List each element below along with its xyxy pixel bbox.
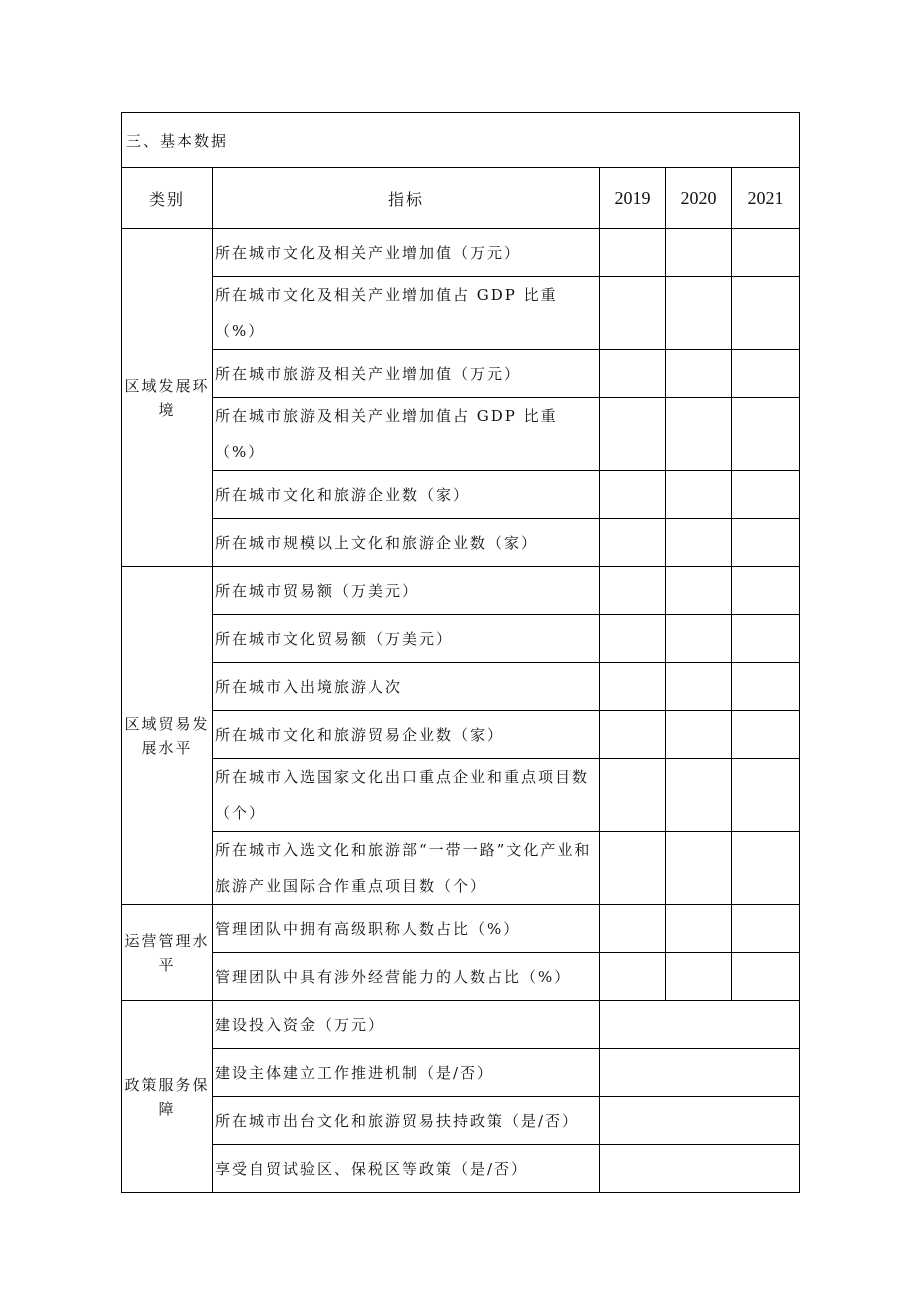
indicator-cell: 管理团队中具有涉外经营能力的人数占比（%） bbox=[213, 953, 600, 1001]
indicator-cell: 所在城市旅游及相关产业增加值（万元） bbox=[213, 350, 600, 398]
category-cell: 运营管理水平 bbox=[122, 905, 213, 1001]
value-cell-2020[interactable] bbox=[666, 832, 732, 905]
value-cell-2019[interactable] bbox=[600, 663, 666, 711]
value-cell-2020[interactable] bbox=[666, 277, 732, 350]
indicator-cell: 所在城市文化及相关产业增加值占 GDP 比重（%） bbox=[213, 277, 600, 350]
value-cell-2019[interactable] bbox=[600, 905, 666, 953]
table-row bbox=[122, 567, 800, 615]
value-cell-2019[interactable] bbox=[600, 229, 666, 277]
value-cell-2020[interactable] bbox=[666, 663, 732, 711]
section-title: 三、基本数据 bbox=[122, 113, 800, 168]
value-cell-2020[interactable] bbox=[666, 471, 732, 519]
indicator-cell: 所在城市文化和旅游企业数（家） bbox=[213, 471, 600, 519]
value-cell-2019[interactable] bbox=[600, 398, 666, 471]
value-cell-2019[interactable] bbox=[600, 615, 666, 663]
value-cell-2019[interactable] bbox=[600, 832, 666, 905]
indicator-cell: 建设投入资金（万元） bbox=[213, 1001, 600, 1049]
value-cell-2019[interactable] bbox=[600, 759, 666, 832]
indicator-cell: 所在城市出台文化和旅游贸易扶持政策（是/否） bbox=[213, 1097, 600, 1145]
indicator-cell: 所在城市入出境旅游人次 bbox=[213, 663, 600, 711]
answer-cell[interactable] bbox=[600, 1097, 800, 1145]
value-cell-2019[interactable] bbox=[600, 567, 666, 615]
value-cell-2020[interactable] bbox=[666, 905, 732, 953]
value-cell-2019[interactable] bbox=[600, 711, 666, 759]
header-category: 类别 bbox=[122, 168, 213, 229]
value-cell-2021[interactable] bbox=[732, 277, 800, 350]
answer-cell[interactable] bbox=[600, 1145, 800, 1193]
category-cell: 区域贸易发展水平 bbox=[122, 567, 213, 905]
table-row bbox=[122, 711, 800, 759]
table-row bbox=[122, 759, 800, 832]
value-cell-2020[interactable] bbox=[666, 229, 732, 277]
indicator-cell: 所在城市文化贸易额（万美元） bbox=[213, 615, 600, 663]
value-cell-2021[interactable] bbox=[732, 711, 800, 759]
value-cell-2021[interactable] bbox=[732, 759, 800, 832]
value-cell-2019[interactable] bbox=[600, 471, 666, 519]
indicator-cell: 所在城市入选国家文化出口重点企业和重点项目数（个） bbox=[213, 759, 600, 832]
answer-cell[interactable] bbox=[600, 1049, 800, 1097]
value-cell-2019[interactable] bbox=[600, 519, 666, 567]
indicator-cell: 享受自贸试验区、保税区等政策（是/否） bbox=[213, 1145, 600, 1193]
value-cell-2021[interactable] bbox=[732, 471, 800, 519]
header-year-2019: 2019 bbox=[600, 168, 666, 229]
value-cell-2021[interactable] bbox=[732, 832, 800, 905]
value-cell-2020[interactable] bbox=[666, 398, 732, 471]
table-row bbox=[122, 1145, 800, 1193]
value-cell-2021[interactable] bbox=[732, 905, 800, 953]
table-row bbox=[122, 1097, 800, 1145]
value-cell-2021[interactable] bbox=[732, 615, 800, 663]
indicator-cell: 建设主体建立工作推进机制（是/否） bbox=[213, 1049, 600, 1097]
table-row bbox=[122, 229, 800, 277]
value-cell-2019[interactable] bbox=[600, 953, 666, 1001]
table-row bbox=[122, 663, 800, 711]
table-row bbox=[122, 277, 800, 350]
value-cell-2021[interactable] bbox=[732, 519, 800, 567]
category-cell: 区域发展环境 bbox=[122, 229, 213, 567]
value-cell-2020[interactable] bbox=[666, 953, 732, 1001]
indicator-cell: 所在城市规模以上文化和旅游企业数（家） bbox=[213, 519, 600, 567]
table-row bbox=[122, 615, 800, 663]
answer-cell[interactable] bbox=[600, 1001, 800, 1049]
value-cell-2021[interactable] bbox=[732, 229, 800, 277]
value-cell-2020[interactable] bbox=[666, 711, 732, 759]
value-cell-2020[interactable] bbox=[666, 567, 732, 615]
value-cell-2021[interactable] bbox=[732, 398, 800, 471]
indicator-cell: 所在城市文化和旅游贸易企业数（家） bbox=[213, 711, 600, 759]
value-cell-2021[interactable] bbox=[732, 567, 800, 615]
table-row bbox=[122, 519, 800, 567]
value-cell-2020[interactable] bbox=[666, 759, 732, 832]
table-row bbox=[122, 1001, 800, 1049]
table-row bbox=[122, 1049, 800, 1097]
header-year-2021: 2021 bbox=[732, 168, 800, 229]
indicator-cell: 所在城市入选文化和旅游部“一带一路”文化产业和旅游产业国际合作重点项目数（个） bbox=[213, 832, 600, 905]
indicator-cell: 所在城市文化及相关产业增加值（万元） bbox=[213, 229, 600, 277]
value-cell-2021[interactable] bbox=[732, 663, 800, 711]
category-cell: 政策服务保障 bbox=[122, 1001, 213, 1193]
table-row bbox=[122, 832, 800, 905]
basic-data-table bbox=[121, 112, 799, 1193]
table-row bbox=[122, 350, 800, 398]
value-cell-2020[interactable] bbox=[666, 615, 732, 663]
value-cell-2020[interactable] bbox=[666, 350, 732, 398]
value-cell-2021[interactable] bbox=[732, 953, 800, 1001]
value-cell-2020[interactable] bbox=[666, 519, 732, 567]
indicator-cell: 所在城市旅游及相关产业增加值占 GDP 比重（%） bbox=[213, 398, 600, 471]
header-year-2020: 2020 bbox=[666, 168, 732, 229]
value-cell-2019[interactable] bbox=[600, 350, 666, 398]
value-cell-2021[interactable] bbox=[732, 350, 800, 398]
table-row bbox=[122, 953, 800, 1001]
table-row bbox=[122, 905, 800, 953]
table-row bbox=[122, 471, 800, 519]
data-grid bbox=[121, 112, 800, 1193]
table-row bbox=[122, 398, 800, 471]
indicator-cell: 管理团队中拥有高级职称人数占比（%） bbox=[213, 905, 600, 953]
value-cell-2019[interactable] bbox=[600, 277, 666, 350]
header-indicator: 指标 bbox=[213, 168, 600, 229]
indicator-cell: 所在城市贸易额（万美元） bbox=[213, 567, 600, 615]
